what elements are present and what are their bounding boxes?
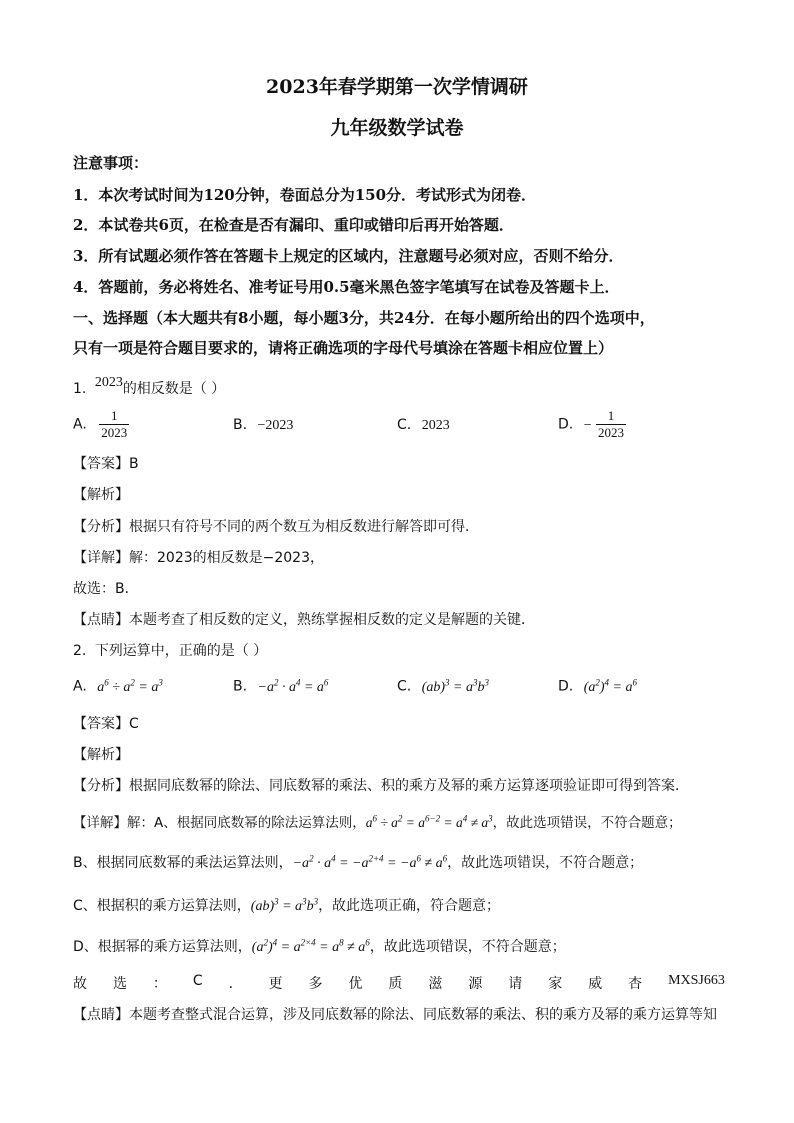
exam-title: 2023年春学期第一次学情调研	[266, 76, 528, 98]
xiangjie-line: 【详解】解：2023的相反数是−2023，	[73, 550, 324, 566]
notice-item: 1．本次考试时间为120分钟，卷面总分为150分．考试形式为闭卷．	[73, 186, 537, 204]
question-value: 2023	[94, 375, 123, 390]
fenxi-line: 【分析】根据只有符号不同的两个数互为相反数进行解答即可得．	[73, 519, 479, 535]
dianjing-line: 【点睛】本题考查了相反数的定义，熟练掌握相反数的定义是解题的关键．	[73, 612, 535, 628]
option-c: C. $(ab)^3 = a^3b^3$	[397, 677, 489, 695]
analysis-tag: 【解析】	[73, 487, 129, 503]
choose-line: 故 选 ： C ． 更 多 优 质 滋 源 请 家 威 杏 MXSJ663	[73, 973, 725, 992]
notice-item: 2．本试卷共6页，在检查是否有漏印、重印或错印后再开始答题．	[73, 216, 514, 234]
choose-line: 故选：B．	[73, 581, 139, 597]
question-1-stem: 1. 2023的相反数是（ ）	[73, 375, 226, 397]
option-a: A. $\frac{1}{2023}$	[73, 408, 128, 440]
answer-line: 【答案】B	[73, 456, 139, 472]
option-b: B. −2023	[233, 417, 294, 433]
answer-line: 【答案】C	[73, 716, 139, 732]
option-c: C. 2023	[397, 417, 450, 433]
notice-item: 4．答题前，务必将姓名、准考证号用0.5毫米黑色签字笔填写在试卷及答题卡上．	[73, 278, 620, 296]
section-heading-cont: 只有一项是符合题目要求的，请将正确选项的字母代号填涂在答题卡相应位置上）	[73, 339, 614, 357]
option-d: D. − $\frac{1}{2023}$	[558, 408, 625, 440]
question-2-stem: 2. 下列运算中，正确的是（ ）	[73, 643, 268, 659]
xiangjie-b: B、根据同底数幂的乘法运算法则，$-a^2 \cdot a^4 = -a^{2+4} = -a^6 \ne a^6$，故此选项错误，不符合题意；	[73, 853, 644, 871]
dianjing-line: 【点睛】本题考查整式混合运算，涉及同底数幂的除法、同底数幂的乘法、积的乘方及幂的乘方运算等知	[73, 1007, 717, 1023]
analysis-tag: 【解析】	[73, 747, 129, 763]
section-heading: 一、选择题（本大题共有8小题，每小题3分，共24分．在每小题所给出的四个选项中，	[73, 309, 655, 327]
option-b: B. $-a^2 \cdot a^4 = a^6$	[233, 677, 329, 695]
fraction: $\frac{1}{2023}$	[598, 408, 625, 440]
option-d: D. $(a^2)^4 = a^6$	[558, 677, 637, 695]
xiangjie-d: D、根据幂的乘方运算法则，$(a^2)^4 = a^{2\times 4} = a^8 \ne a^6$，故此选项错误，不符合题意；	[73, 937, 566, 955]
fraction: $\frac{1}{2023}$	[101, 408, 128, 440]
xiangjie-c: C、根据积的乘方运算法则，$(ab)^3 = a^3b^3$，故此选项正确，符合题意；	[73, 896, 501, 914]
notice-item: 3．所有试题必须作答在答题卡上规定的区域内，注意题号必须对应，否则不给分．	[73, 247, 624, 265]
fenxi-line: 【分析】根据同底数幂的除法、同底数幂的乘法、积的乘方及幂的乘方运算逐项验证即可得到答案．	[73, 778, 689, 794]
xiangjie-a: 【详解】解：A、根据同底数幂的除法运算法则，$a^6 \div a^2 = a^{6-2} = a^4 \ne a^3$，故此选项错误，不符合题意；	[73, 813, 682, 831]
option-a: A. $a^6 \div a^2 = a^3$	[73, 677, 163, 695]
question-number: 1.	[73, 381, 87, 397]
notice-heading: 注意事项：	[73, 154, 149, 172]
exam-subtitle: 九年级数学试卷	[330, 117, 464, 139]
